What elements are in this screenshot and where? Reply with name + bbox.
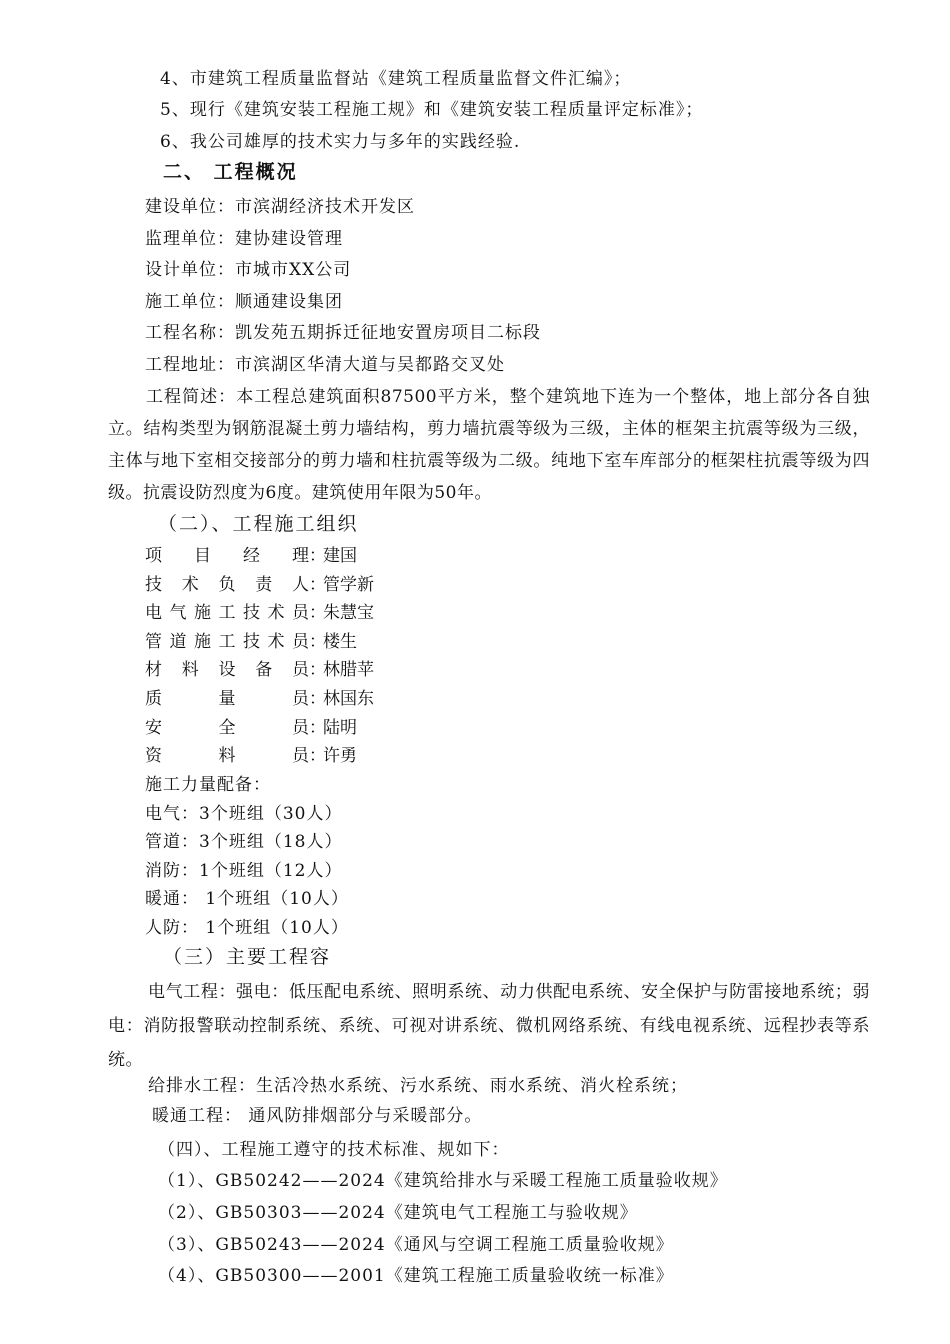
staff-colon: ： xyxy=(309,689,326,709)
basis-item: 4、市建筑工程质量监督站《建筑工程质量监督文件汇编》； xyxy=(160,69,632,89)
staff-row xyxy=(145,745,357,767)
staff-name: 许勇 xyxy=(323,746,357,766)
staff-colon: ： xyxy=(309,746,326,766)
staff-row xyxy=(145,545,357,567)
info-line: 工程名称：凯发苑五期拆迁征地安置房项目二标段 xyxy=(145,323,541,343)
section-heading: 二、 工程概况 xyxy=(163,161,298,183)
standard-item: （4）、GB50300——2001《建筑工程施工质量验收统一标准》 xyxy=(158,1266,674,1286)
staff-row xyxy=(145,602,374,624)
staff-row xyxy=(145,717,357,739)
subsection-heading: （二）、工程施工组织 xyxy=(158,513,359,535)
staff-row xyxy=(145,631,357,653)
staff-name: 管学新 xyxy=(323,575,374,595)
info-line: 工程地址：市滨湖区华清大道与吴都路交叉处 xyxy=(145,355,505,375)
staff-colon: ： xyxy=(309,575,326,595)
staff-row xyxy=(145,659,374,681)
info-line: 建设单位：市滨湖经济技术开发区 xyxy=(145,197,415,217)
electrical-scope: 电气工程：强电：低压配电系统、照明系统、动力供配电系统、安全保护与防雷接地系统；弱电：消防报警联动控制系统、系统、可视对讲系统、微机网络系统、有线电视系统、远程抄表等系统。 xyxy=(108,982,870,1070)
staff-colon: ： xyxy=(309,546,326,566)
force-line: 管道：3个班组（18人） xyxy=(145,832,343,852)
staff-role: 项目经理 xyxy=(145,546,309,566)
subsection-heading: （三）主要工程容 xyxy=(163,946,332,968)
staff-role: 电气施工技术员 xyxy=(145,603,309,623)
staff-role: 管道施工技术员 xyxy=(145,632,309,652)
standard-item: （2）、GB50303——2024《建筑电气工程施工与验收规》 xyxy=(158,1203,638,1223)
basis-item: 6、我公司雄厚的技术实力与多年的实践经验. xyxy=(160,132,521,152)
basis-item: 5、现行《建筑安装工程施工规》和《建筑安装工程质量评定标准》； xyxy=(160,100,704,120)
info-line: 施工单位：顺通建设集团 xyxy=(145,292,343,312)
staff-role: 安全员 xyxy=(145,718,309,738)
standards-heading: （四）、工程施工遵守的技术标准、规如下： xyxy=(158,1140,510,1160)
staff-colon: ： xyxy=(309,603,326,623)
info-line: 监理单位：建协建设管理 xyxy=(145,229,343,249)
staff-colon: ： xyxy=(309,660,326,680)
force-title: 施工力量配备： xyxy=(145,775,271,795)
standard-item: （1）、GB50242——2024《建筑给排水与采暖工程施工质量验收规》 xyxy=(158,1171,728,1191)
project-description: 工程简述：本工程总建筑面积87500平方米，整个建筑地下连为一个整体，地上部分各自独立。结构类型为钢筋混凝土剪力墙结构，剪力墙抗震等级为三级，主体的框架主抗震等级为三级，主体与地下室相交接部分的剪力墙和柱抗震等级为二级。纯地下室车库部分的框架柱抗震等级为四级。抗震设防烈度为6度。建筑使用年限为50年。 xyxy=(108,387,870,503)
staff-name: 朱慧宝 xyxy=(323,603,374,623)
staff-role: 材料设备员 xyxy=(145,660,309,680)
staff-name: 楼生 xyxy=(323,632,357,652)
force-line: 消防：1个班组（12人） xyxy=(145,861,343,881)
info-line: 设计单位：市城市XX公司 xyxy=(145,260,352,280)
standard-item: （3）、GB50243——2024《通风与空调工程施工质量验收规》 xyxy=(158,1235,674,1255)
force-line: 暖通： 1个班组（10人） xyxy=(145,889,349,909)
hvac-scope: 暖通工程： 通风防排烟部分与采暖部分。 xyxy=(152,1106,483,1126)
staff-colon: ： xyxy=(309,718,326,738)
staff-row xyxy=(145,574,374,596)
staff-name: 建国 xyxy=(323,546,357,566)
staff-role: 技术负责人 xyxy=(145,575,309,595)
staff-name: 林国东 xyxy=(323,689,374,709)
staff-role: 质量员 xyxy=(145,689,309,709)
staff-role: 资料员 xyxy=(145,746,309,766)
staff-row xyxy=(145,688,374,710)
force-line: 电气：3个班组（30人） xyxy=(145,804,343,824)
staff-name: 林腊苹 xyxy=(323,660,374,680)
staff-colon: ： xyxy=(309,632,326,652)
plumbing-scope: 给排水工程：生活冷热水系统、污水系统、雨水系统、消火栓系统； xyxy=(148,1076,688,1096)
force-line: 人防： 1个班组（10人） xyxy=(145,918,349,938)
staff-name: 陆明 xyxy=(323,718,357,738)
